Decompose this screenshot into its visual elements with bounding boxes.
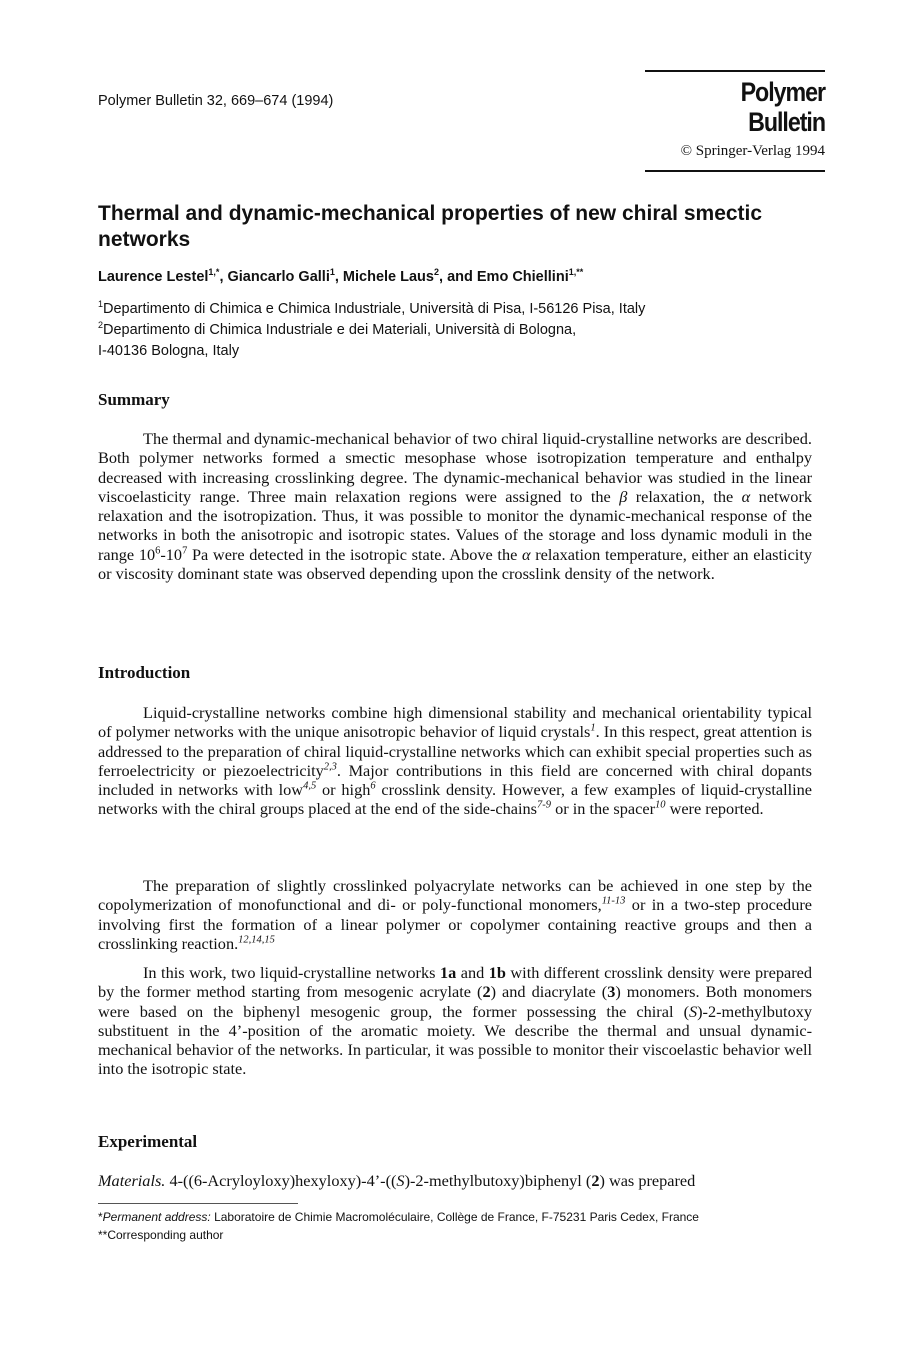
introduction-paragraph-3: In this work, two liquid-crystalline networks 1a and 1b with different crosslink density were prepared by the former method starting from mesogenic acrylate (2) and diacrylate (3) monomers. Both monomers were based on the biphenyl mesogenic group, the former possessing the chiral (S)-2-methylbutoxy substituent in the 4’-position of the aromatic moiety. We describe the thermal and unsual dynamic-mechanical behavior of the networks. In particular, it was possible to monitor their viscoelastic behavior well into the isotropic state. [98, 963, 812, 1079]
introduction-paragraph-1: Liquid-crystalline networks combine high dimensional stability and mechanical orientability typical of polymer networks with the unique anisotropic behavior of liquid crystals$^1$. In this respect, great attention is addressed to the preparation of chiral liquid-crystalline networks which can exhibit special properties such as ferroelectricity or piezoelectricity$^{2,3}$. Major contributions in this field are concerned with chiral dopants included in networks with low$^{4,5}$ or high$^6$ crosslink density. However, a few examples of liquid-crystalline networks with the chiral groups placed at the end of the side-chains$^{7-9}$ or in the spacer$^{10}$ were reported. [98, 703, 813, 819]
author-list: Laurence Lestel$^{1,*}$, Giancarlo Galli$^1$, Michele Laus$^2$, and Emo Chiellini$^{1,**}$ [98, 267, 584, 285]
author-name: Laurence Lestel [98, 269, 209, 285]
brand-top-rule [645, 70, 825, 72]
compound-label: 2 [591, 1171, 600, 1190]
reference-mark: 1 [590, 722, 596, 734]
compound-label: 1b [488, 963, 506, 982]
footnote-rule [98, 1203, 298, 1204]
reference-mark: 11-13 [601, 895, 626, 907]
author-affil-mark: 1,** [568, 267, 584, 278]
compound-label: 1a [439, 963, 457, 982]
paper-title: Thermal and dynamic-mechanical properties of new chiral smectic networks [98, 202, 763, 251]
footnote-permanent-address: *Permanent address: Laboratoire de Chimie Macromoléculaire, Collège de France, F-75231 Paris Cedex, France [98, 1210, 699, 1224]
footnote-corresponding-author: **Corresponding author [98, 1228, 224, 1242]
author-affil-mark: 1,* [208, 267, 220, 278]
brand-bottom-rule [645, 170, 825, 172]
author-conjunction: and [447, 269, 473, 285]
author-name: Michele Laus [342, 269, 434, 285]
reference-mark: 4,5 [303, 780, 317, 792]
compound-label: 2 [482, 982, 491, 1002]
journal-reference: Polymer Bulletin 32, 669–674 (1994) [98, 93, 334, 109]
affiliation-mark: 1 [98, 299, 104, 310]
affiliation-2: $^2$Departimento di Chimica Industriale e dei Materiali, Università di Bologna, [98, 320, 577, 338]
copyright-notice: © Springer-Verlag 1994 [680, 143, 825, 159]
footnotes [98, 1208, 699, 1244]
materials-label: Materials. [98, 1171, 166, 1190]
section-heading-summary: Summary [98, 390, 170, 409]
introduction-paragraph-2: The preparation of slightly crosslinked polyacrylate networks can be achieved in one step by the copolymerization of monofunctional and di- or poly-functional monomers,$^{11-13}$ or in a two-step procedure involving first the formation of a linear polymer or copolymer containing reactive groups and then a crosslinking reaction.$^{12,14,15}$ [98, 876, 812, 953]
reference-mark: 12,14,15 [238, 934, 275, 946]
journal-brand-title: Polymer Bulletin [740, 77, 825, 137]
reference-mark: 2,3 [323, 761, 337, 773]
journal-brand-block [645, 70, 825, 172]
reference-mark: 6 [370, 780, 376, 792]
affiliation-2-continued: I-40136 Bologna, Italy [98, 343, 240, 359]
section-heading-introduction: Introduction [98, 663, 191, 682]
author-name: Emo Chiellini [476, 269, 569, 285]
materials-paragraph: Materials. 4-((6-Acryloyloxy)hexyloxy)-4’-((S)-2-methylbutoxy)biphenyl (2) was prepared [98, 1171, 696, 1190]
author-affil-mark: 2 [433, 267, 439, 278]
affiliation-1: $^1$Departimento di Chimica e Chimica Industriale, Università di Pisa, I-56126 Pisa, Italy [98, 299, 646, 317]
reference-mark: 10 [655, 800, 666, 812]
section-heading-experimental: Experimental [98, 1132, 198, 1151]
reference-mark: 7-9 [537, 800, 552, 812]
author-name: Giancarlo Galli [227, 269, 330, 285]
affiliation-list [98, 299, 645, 362]
author-affil-mark: 1 [329, 267, 335, 278]
summary-paragraph: The thermal and dynamic-mechanical behavior of two chiral liquid-crystalline networks are described. Both polymer networks formed a smectic mesophase whose isotropization temperature and enthalpy decreased with increasing crosslinking degree. The dynamic-mechanical behavior was studied in the linear viscoelasticity range. Three main relaxation regions were assigned to the β relaxation, the α network relaxation and the isotropization. Thus, it was possible to monitor the dynamic-mechanical response of the networks in both the anisotropic and isotropic states. Values of the storage and loss dynamic moduli in the range $10^6-10^7$ Pa were detected in the isotropic state. Above the α relaxation temperature, either an elasticity or viscosity dominant state was observed depending upon the crosslink density of the network. [98, 429, 813, 584]
affiliation-mark: 2 [98, 320, 104, 331]
compound-label: 3 [607, 982, 616, 1002]
